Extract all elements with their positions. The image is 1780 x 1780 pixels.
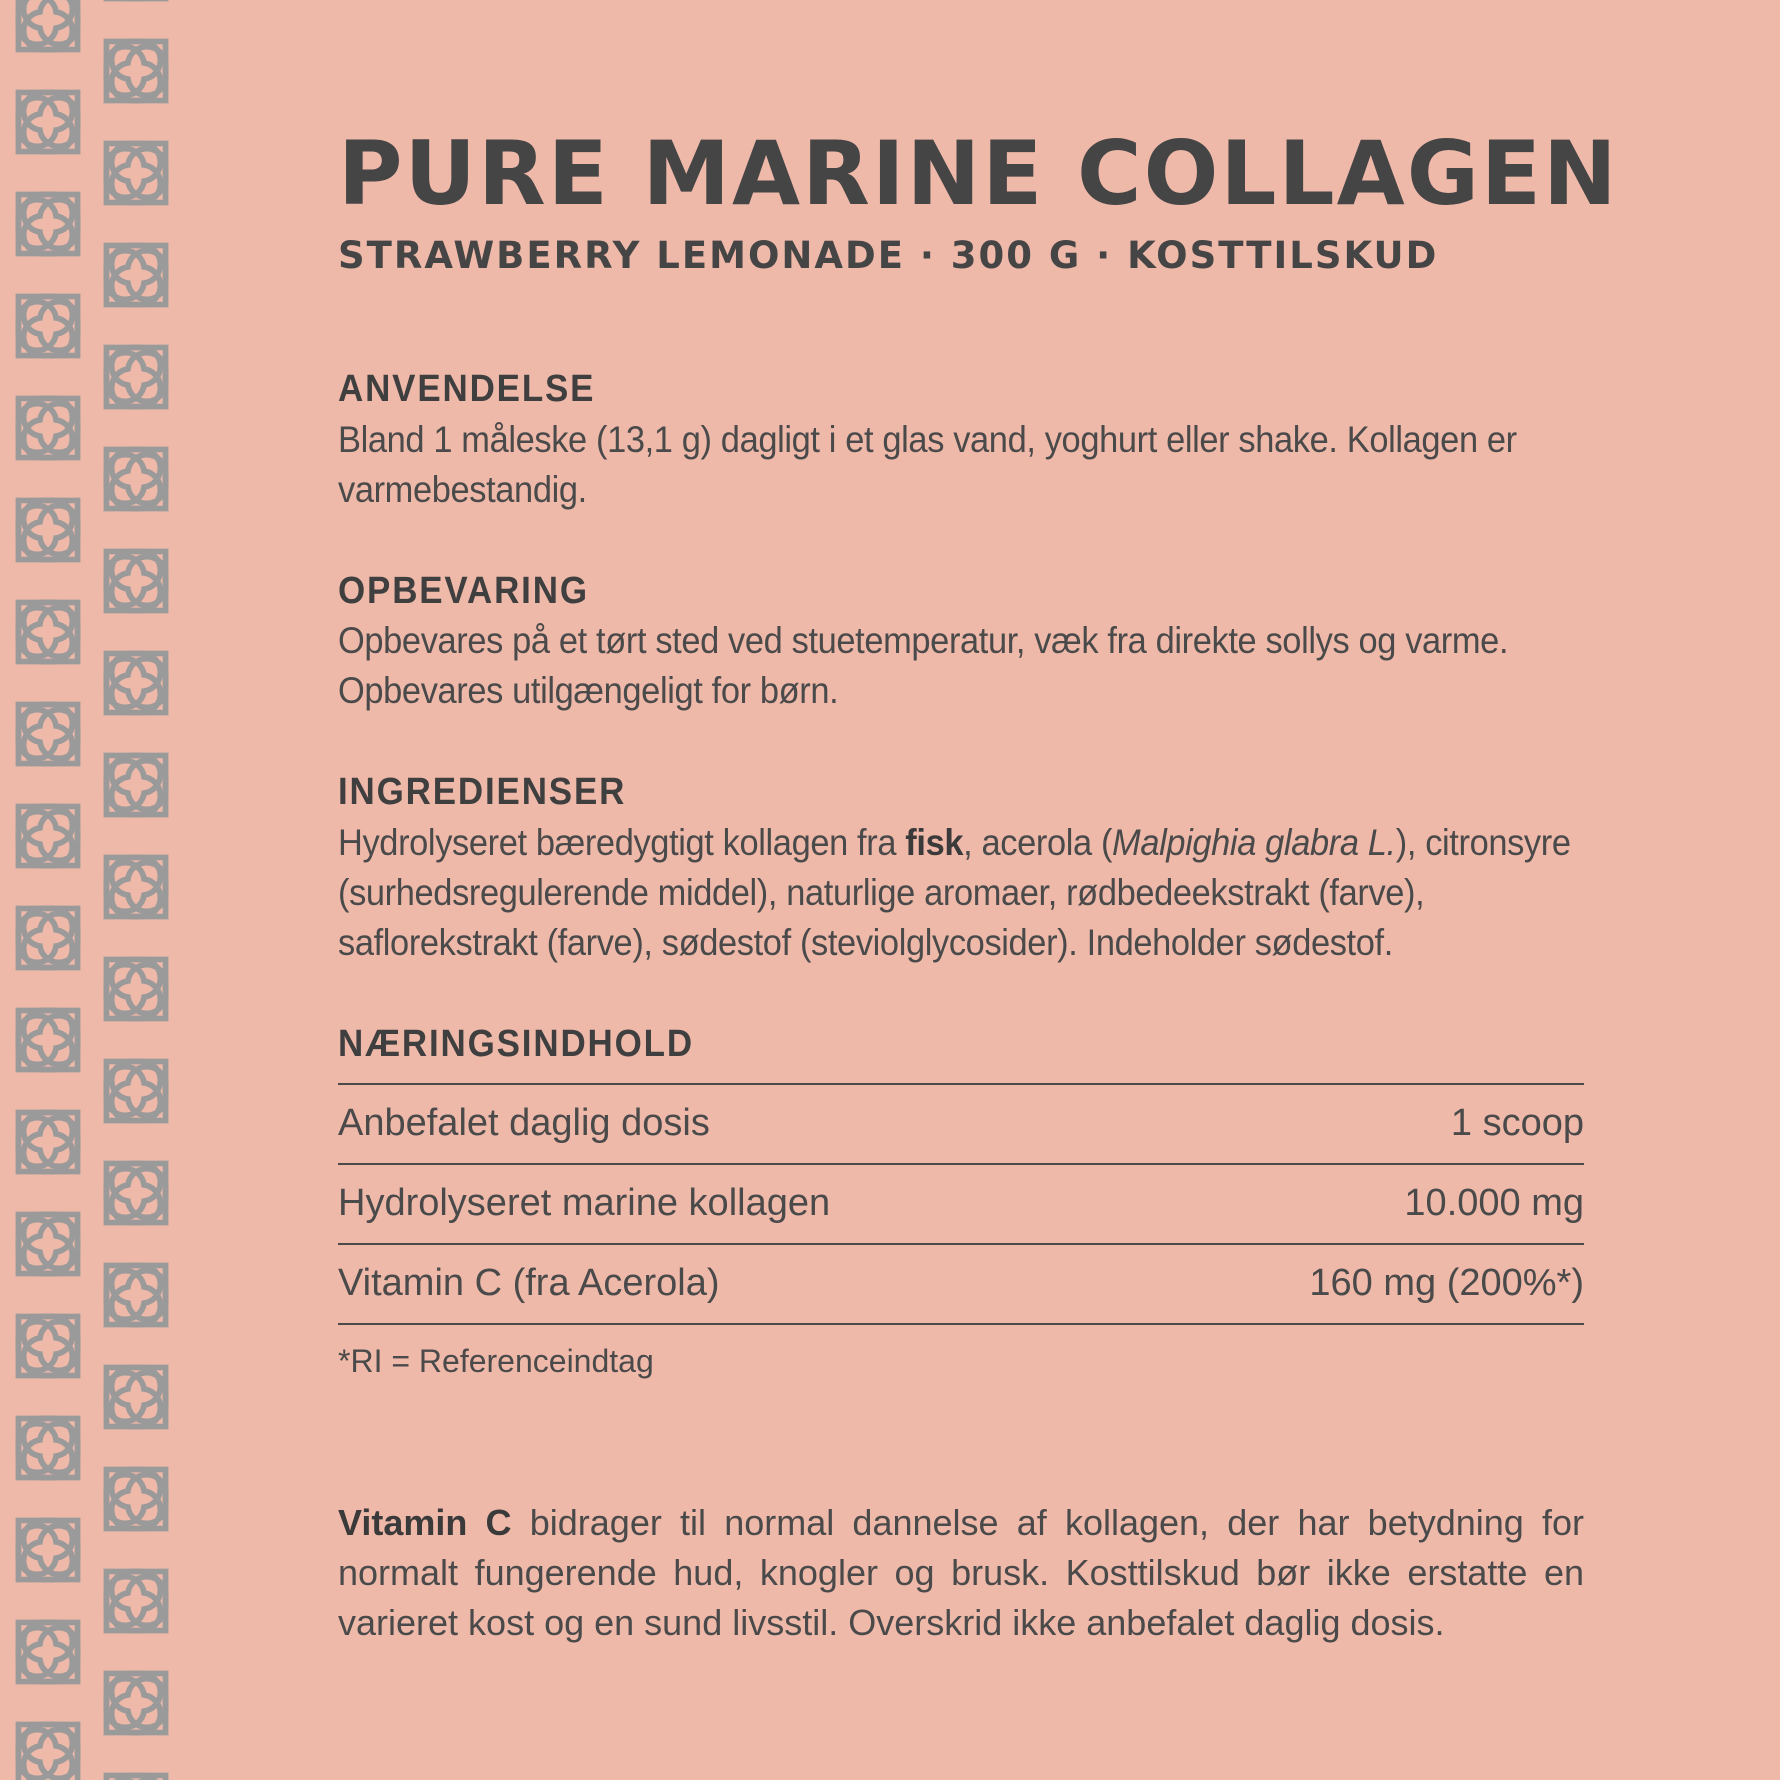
nutrition-value: 1 scoop (1138, 1084, 1584, 1164)
leaf-ornament-icon (0, 777, 107, 895)
leaf-ornament-icon (0, 471, 107, 589)
section-text: Opbevares på et tørt sted ved stuetemperatur, væk fra direkte sollys og varme. Opbevares utilgængeligt for børn. (338, 620, 1509, 712)
leaf-ornament-icon (77, 114, 182, 232)
nutrition-label: Hydrolyseret marine kollagen (338, 1164, 1138, 1244)
leaf-ornament-icon (0, 981, 107, 1099)
nutrition-value: 10.000 mg (1138, 1164, 1584, 1244)
leaf-ornament-icon (0, 1593, 107, 1711)
leaf-ornament-icon (0, 1287, 107, 1405)
leaf-ornament-icon (0, 1389, 107, 1507)
leaf-ornament-icon (0, 1185, 107, 1303)
leaf-ornament-icon (77, 1032, 182, 1150)
table-row (338, 1084, 1584, 1164)
leaf-ornament-icon (0, 573, 107, 691)
ingredients-part: , acerola ( (963, 821, 1113, 863)
leaf-ornament-icon (0, 267, 107, 385)
leaf-ornament-icon (77, 1338, 182, 1456)
footnote: *RI = Referenceindtag (338, 1342, 654, 1379)
section-naeringsindhold (338, 1020, 1584, 1380)
ingredients-part: ), citronsyre (surhedsregulerende middel), naturlige aromaer, rødbedeekstrakt (farve), saflorekstrakt (farve), sødestof (steviolglycosider). Indeholder sødestof. (338, 821, 1571, 963)
product-title: PURE MARINE COLLAGEN (338, 122, 1619, 225)
section-heading: ANVENDELSE (338, 368, 596, 411)
leaf-ornament-icon (77, 624, 182, 742)
table-row (338, 1164, 1584, 1244)
nutrition-label: Vitamin C (fra Acerola) (338, 1244, 1138, 1324)
leaf-ornament-icon (0, 63, 107, 181)
table-row (338, 1244, 1584, 1324)
leaf-ornament-icon (77, 318, 182, 436)
leaf-ornament-icon (77, 1440, 182, 1558)
leaf-ornament-icon (77, 1644, 182, 1762)
leaf-ornament-icon (77, 726, 182, 844)
leaf-ornament-icon (77, 216, 182, 334)
nutrition-label: Anbefalet daglig dosis (338, 1084, 1138, 1164)
allergen-highlight: fisk (905, 821, 964, 863)
leaf-ornament-icon (77, 930, 182, 1048)
product-subtitle: STRAWBERRY LEMONADE · 300 G · KOSTTILSKUD (338, 234, 1439, 278)
leaf-ornament-icon (0, 0, 107, 79)
leaf-ornament-icon (0, 675, 107, 793)
label-content (338, 122, 1619, 1380)
leaf-ornament-icon (0, 1083, 107, 1201)
note-text: bidrager til normal dannelse af kollagen, der har betydning for normalt fungerende hud, knogler og brusk. Kosttilskud bør ikke erstatte en varieret kost og en sund livsstil. Overskrid ikke anbefalet daglig dosis. (338, 1502, 1584, 1643)
section-opbevaring (338, 567, 1584, 716)
section-heading: INGREDIENSER (338, 771, 627, 814)
nutrition-value: 160 mg (200%*) (1138, 1244, 1584, 1324)
nutrition-table (338, 1083, 1584, 1325)
section-ingredienser (338, 768, 1584, 967)
leaf-ornament-icon (77, 522, 182, 640)
leaf-ornament-icon (77, 420, 182, 538)
leaf-ornament-icon (77, 1542, 182, 1660)
leaf-ornament-icon (0, 165, 107, 283)
decorative-pattern-strip (0, 0, 182, 1780)
section-heading: NÆRINGSINDHOLD (338, 1022, 694, 1065)
latin-name: Malpighia glabra L. (1112, 821, 1396, 863)
leaf-ornament-icon (0, 879, 107, 997)
ingredients-text (338, 818, 1584, 968)
section-text: Bland 1 måleske (13,1 g) dagligt i et glas vand, yoghurt eller shake. Kollagen er varmebestandig. (338, 418, 1517, 510)
leaf-ornament-icon (0, 369, 107, 487)
leaf-ornament-icon (0, 1491, 107, 1609)
leaf-ornament-icon (77, 12, 182, 130)
leaf-ornament-icon (0, 1695, 107, 1780)
note-highlight: Vitamin C (338, 1502, 512, 1543)
leaf-ornament-icon (77, 1746, 182, 1780)
vitamin-c-note (338, 1498, 1584, 1648)
interlocking-leaf-ornament-icon (0, 0, 182, 1780)
section-anvendelse (338, 365, 1584, 514)
ingredients-part: Hydrolyseret bæredygtigt kollagen fra (338, 821, 906, 863)
leaf-ornament-icon (77, 1134, 182, 1252)
section-heading: OPBEVARING (338, 569, 589, 612)
leaf-ornament-icon (77, 0, 182, 28)
leaf-ornament-icon (77, 1236, 182, 1354)
leaf-ornament-icon (77, 828, 182, 946)
